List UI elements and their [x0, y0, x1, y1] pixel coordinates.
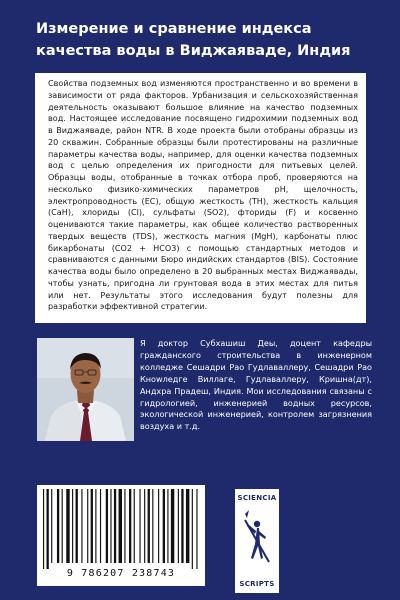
barcode-bar [171, 489, 174, 563]
barcode-bar [100, 489, 101, 563]
author-photo-image [37, 338, 134, 441]
abstract-text: Свойства подземных вод изменяются пространственно и во времени в зависимости от ряда факторов. Урбанизация и сельскохозяйственная деятельность оказывают большое влияние на качество подземных вод. Настоящее исследование посвящено гидрохимии подземных вод в Виджаяваде, район NTR. В ходе проекта были отобраны образцы из 20 скважин. Собранные образцы были протестированы на различные параметры качества воды, например, для оценки качества подземных вод с целью определения их пригодности для питьевых целей. Образцы воды, отобранные в точках отбора проб, проверяются на несколько физико-химических параметров pH, щелочность, электропроводность (EC), общую жесткость (TH), жесткость кальция (CaH), хлориды (Cl), сульфаты (SO2), фториды (F) и косвенно оцениваются такие параметры, как общее количество растворенных твердых веществ (TDS), жесткость магния (MgH), карбонаты плюс бикарбонаты (CO2 + HCO3) с помощью стандартных методов и сравниваются с данными Бюро индийских стандартов (BIS). Состояние качества воды было определено в 20 выбранных местах Виджаявады, чтобы узнать, пригодна ли грунтовая вода в этих местах для питья или нет. Результаты этого исследования будут полезны для разработки эффективной стратегии. [48, 78, 358, 312]
barcode-bar [144, 489, 145, 563]
title-line-1: Измерение и сравнение индекса [36, 21, 312, 37]
barcode-bar [139, 489, 140, 563]
barcode-bar [163, 489, 165, 563]
barcode-bar [114, 489, 116, 563]
barcode-bar [178, 489, 179, 563]
barcode-bar [72, 489, 73, 563]
barcode-bar [106, 489, 108, 563]
barcode-bar [181, 489, 183, 563]
barcode-bar [119, 489, 122, 563]
barcode-bar [57, 489, 59, 563]
author-bio: Я доктор Субхашиш Деы, доцент кафедры гражданского строительства в инженерном колледже Сешадри Рао Гудлаваллеру, Сешадри Рао Кноwледге Виллаге, Гудлаваллеру, Кришна(дт), Андхра Прадеш, Индия. Мои исследования связаны с гидрологией, инженерией водных ресурсов, экологической инженерией, контролем загрязнения воздуха и т.д. [140, 338, 372, 432]
title-line-2: качества воды в Виджаяваде, Индия [36, 43, 351, 59]
barcode-bar [192, 489, 193, 569]
barcode-bar [158, 489, 159, 563]
barcode-bar [110, 489, 111, 563]
barcode-bar [167, 489, 168, 563]
barcode-bar [186, 489, 189, 563]
barcode-bar [47, 489, 49, 569]
barcode [37, 485, 205, 586]
publisher-name-bottom: SCRIPTS [239, 580, 275, 588]
sciencia-scripts-logo-icon [239, 506, 275, 576]
barcode-bar [196, 489, 197, 569]
barcode-bar [134, 489, 135, 563]
barcode-bar [148, 489, 150, 563]
barcode-bar [81, 489, 82, 563]
barcode-bar [124, 489, 125, 563]
barcode-bar [129, 489, 131, 563]
barcode-bar [76, 489, 78, 563]
publisher-logo [235, 489, 279, 593]
barcode-bar [152, 489, 153, 563]
barcode-bar [91, 489, 93, 563]
barcode-bar [43, 489, 44, 569]
isbn-number: 9 786207 238743 [66, 568, 176, 579]
author-photo [37, 338, 134, 441]
barcode-bar [95, 489, 96, 563]
book-title [36, 18, 376, 62]
barcode-bar [51, 489, 52, 563]
publisher-name-top: SCIENCIA [237, 494, 277, 502]
barcode-bar [66, 489, 69, 563]
barcode-bar [62, 489, 63, 563]
barcode-bar [87, 489, 88, 563]
barcode-bars [43, 489, 199, 569]
